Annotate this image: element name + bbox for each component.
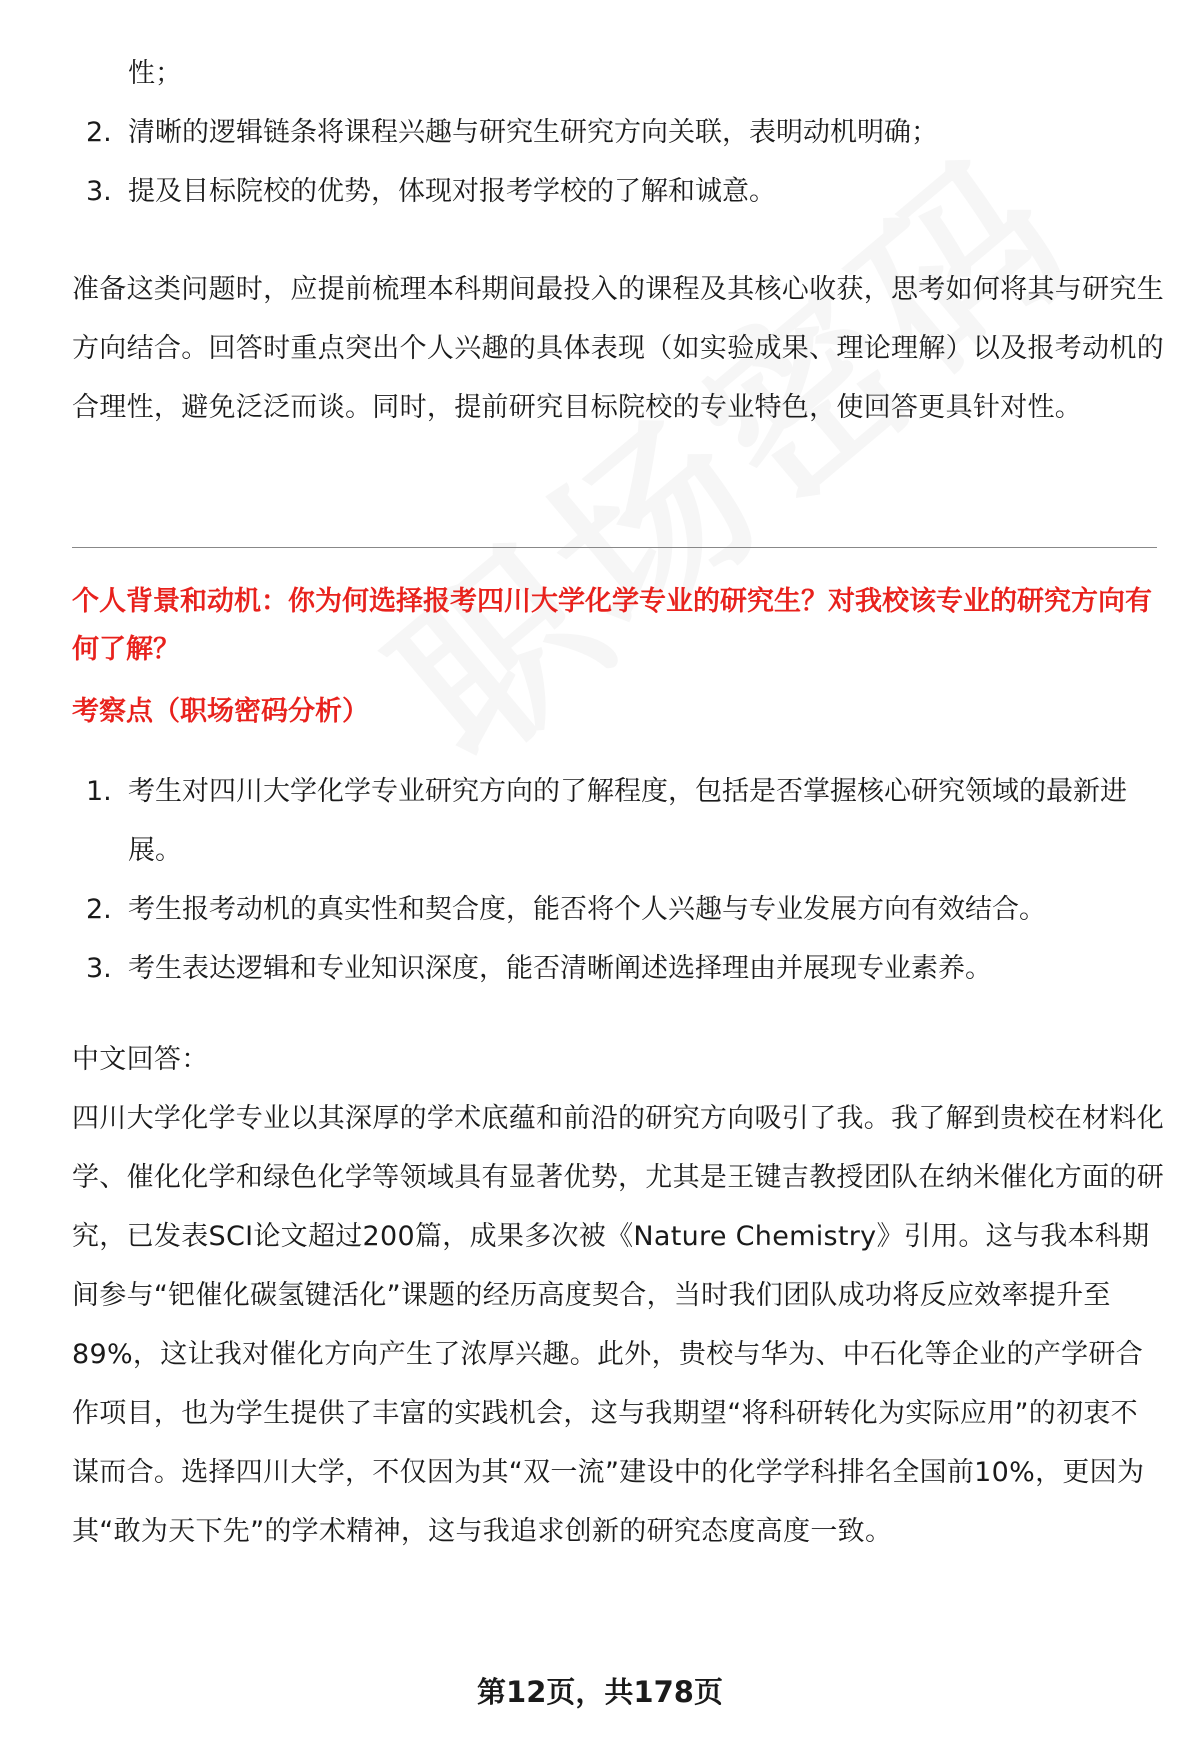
list-item (72, 939, 1162, 998)
list-item (72, 44, 1162, 103)
list-item (72, 162, 1162, 221)
analysis-list (72, 762, 1162, 998)
list-item-text: 考生表达逻辑和专业知识深度，能否清晰阐述选择理由并展现专业素养。 (128, 953, 992, 984)
question-heading: 个人背景和动机：你为何选择报考四川大学化学专业的研究生？对我校该专业的研究方向有何了解？ (72, 586, 1152, 665)
section-divider (72, 547, 1157, 548)
analysis-heading: 考察点（职场密码分析） (72, 696, 369, 727)
list-item-text: 性； (128, 58, 182, 89)
list-item-number: 1. (86, 776, 112, 807)
list-item-text: 清晰的逻辑链条将课程兴趣与研究生研究方向关联，表明动机明确； (128, 117, 938, 148)
list-item (72, 762, 1162, 880)
list-item-text: 提及目标院校的优势，体现对报考学校的了解和诚意。 (128, 176, 776, 207)
answer-label: 中文回答： (72, 1044, 209, 1075)
list-item-text: 考生报考动机的真实性和契合度，能否将个人兴趣与专业发展方向有效结合。 (128, 894, 1046, 925)
answer-paragraph: 四川大学化学专业以其深厚的学术底蕴和前沿的研究方向吸引了我。我了解到贵校在材料化学、催化化学和绿色化学等领域具有显著优势，尤其是王键吉教授团队在纳米催化方面的研究，已发表SCI论文超过200篇，成果多次被《Nature Chemistry》引用。这与我本科期间参与“钯催化碳氢键活化”课题的经历高度契合，当时我们团队成功将反应效率提升至89%，这让我对催化方向产生了浓厚兴趣。此外，贵校与华为、中石化等企业的产学研合作项目，也为学生提供了丰富的实践机会，这与我期望“将科研转化为实际应用”的初衷不谋而合。选择四川大学，不仅因为其“双一流”建设中的化学学科排名全国前10%，更因为其“敢为天下先”的学术精神，这与我追求创新的研究态度高度一致。 (72, 1103, 1164, 1547)
list-item-number: 3. (86, 176, 112, 207)
list-item-text: 考生对四川大学化学专业研究方向的了解程度，包括是否掌握核心研究领域的最新进展。 (128, 776, 1127, 866)
list-item-number: 2. (86, 117, 112, 148)
list-item (72, 880, 1162, 939)
list-item-number: 3. (86, 953, 112, 984)
list-item-number: 2. (86, 894, 112, 925)
top-list (72, 44, 1162, 221)
page-number-footer: 第12页，共178页 (477, 1675, 723, 1709)
list-item (72, 103, 1162, 162)
prep-paragraph: 准备这类问题时，应提前梳理本科期间最投入的课程及其核心收获，思考如何将其与研究生方向结合。回答时重点突出个人兴趣的具体表现（如实验成果、理论理解）以及报考动机的合理性，避免泛泛而谈。同时，提前研究目标院校的专业特色，使回答更具针对性。 (72, 274, 1164, 423)
